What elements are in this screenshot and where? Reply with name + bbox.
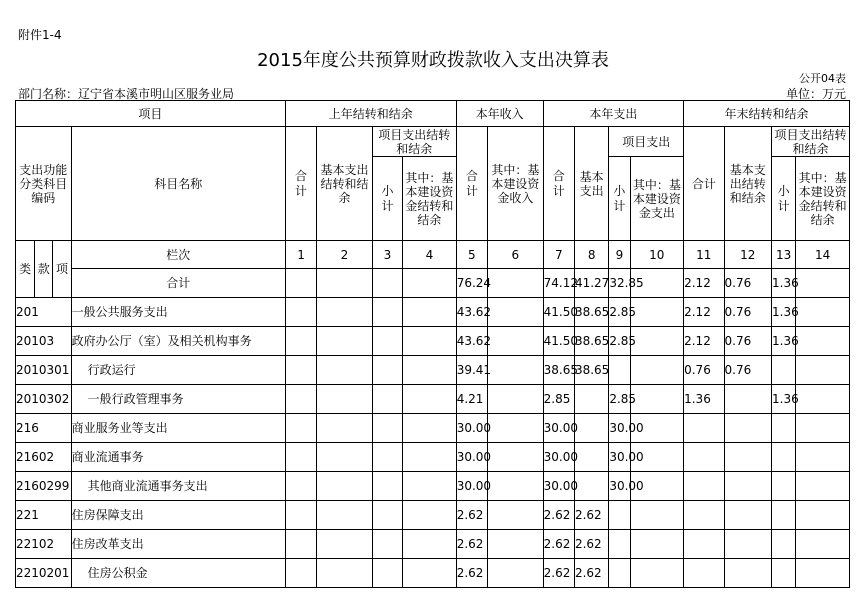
header-xiang: 项 xyxy=(53,241,71,298)
row-value xyxy=(317,385,373,414)
row-value: 2.62 xyxy=(574,559,608,588)
header-prev-capital: 其中：基本建设资金结转和结余 xyxy=(403,157,457,241)
header-year-expense: 本年支出 xyxy=(543,101,683,127)
row-value xyxy=(317,559,373,588)
row-value xyxy=(796,559,850,588)
row-code: 221 xyxy=(16,501,72,530)
row-value xyxy=(724,530,772,559)
header-project: 项目 xyxy=(16,101,286,127)
column-number: 5 xyxy=(456,241,487,269)
row-value: 30.00 xyxy=(456,414,487,443)
row-value xyxy=(772,443,796,472)
row-value xyxy=(372,501,402,530)
header-prev-total: 合计 xyxy=(285,127,316,241)
row-value: 2.62 xyxy=(456,559,487,588)
row-value xyxy=(372,356,402,385)
column-number: 11 xyxy=(684,241,724,269)
row-value xyxy=(403,530,457,559)
row-value xyxy=(285,472,316,501)
row-value: 30.00 xyxy=(543,443,574,472)
row-value xyxy=(372,472,402,501)
column-number: 4 xyxy=(403,241,457,269)
budget-table xyxy=(15,100,850,588)
row-value: 30.00 xyxy=(609,443,630,472)
table-row xyxy=(16,298,850,327)
row-value xyxy=(488,530,544,559)
header-end-total: 合计 xyxy=(684,127,724,241)
row-value xyxy=(285,559,316,588)
header-expense-basic: 基本支出 xyxy=(574,127,608,241)
column-number: 2 xyxy=(317,241,373,269)
header-prev-project-sub: 小计 xyxy=(372,157,402,241)
total-value xyxy=(372,269,402,298)
column-number: 7 xyxy=(543,241,574,269)
row-value: 43.62 xyxy=(456,298,487,327)
form-code: 公开04表 xyxy=(799,72,846,85)
total-value: 41.27 xyxy=(574,269,608,298)
header-income-total: 合计 xyxy=(456,127,487,241)
total-value xyxy=(317,269,373,298)
row-value xyxy=(724,414,772,443)
row-value xyxy=(317,356,373,385)
row-value: 2.85 xyxy=(609,385,630,414)
table-row xyxy=(16,559,850,588)
row-value xyxy=(772,472,796,501)
row-value xyxy=(796,298,850,327)
table-row xyxy=(16,327,850,356)
row-value xyxy=(574,385,608,414)
column-number-label: 栏次 xyxy=(71,241,285,269)
row-value xyxy=(488,356,544,385)
row-value: 43.62 xyxy=(456,327,487,356)
header-lei: 类 xyxy=(16,241,35,298)
row-subject-name: 住房公积金 xyxy=(71,559,285,588)
table-row xyxy=(16,414,850,443)
table-row xyxy=(16,501,850,530)
row-value: 38.65 xyxy=(574,327,608,356)
row-code: 2210201 xyxy=(16,559,72,588)
row-value xyxy=(372,414,402,443)
department-name: 部门名称：辽宁省本溪市明山区服务业局 xyxy=(18,87,235,101)
row-value xyxy=(796,530,850,559)
total-label: 合计 xyxy=(71,269,285,298)
row-value xyxy=(372,298,402,327)
header-year-end-carryover: 年末结转和结余 xyxy=(684,101,850,127)
row-code: 20103 xyxy=(16,327,72,356)
row-value xyxy=(796,443,850,472)
row-value xyxy=(630,298,684,327)
row-value xyxy=(684,559,724,588)
row-code: 216 xyxy=(16,414,72,443)
row-value xyxy=(372,385,402,414)
row-value: 2.12 xyxy=(684,327,724,356)
row-value: 30.00 xyxy=(456,443,487,472)
row-value: 4.21 xyxy=(456,385,487,414)
row-value xyxy=(285,530,316,559)
table-row xyxy=(16,530,850,559)
row-subject-name: 行政运行 xyxy=(71,356,285,385)
header-expense-capital: 其中：基本建设资金支出 xyxy=(630,157,684,241)
unit-label: 单位：万元 xyxy=(785,87,846,101)
header-func-code: 支出功能分类科目编码 xyxy=(16,127,72,241)
row-value xyxy=(609,356,630,385)
row-subject-name: 商业服务业等支出 xyxy=(71,414,285,443)
row-value xyxy=(796,356,850,385)
row-value xyxy=(684,530,724,559)
header-end-basic: 基本支出结转和结余 xyxy=(724,127,772,241)
row-value xyxy=(724,472,772,501)
row-value: 2.62 xyxy=(543,501,574,530)
column-number: 1 xyxy=(285,241,316,269)
row-subject-name: 住房改革支出 xyxy=(71,530,285,559)
row-value: 2.62 xyxy=(456,530,487,559)
row-value xyxy=(796,414,850,443)
row-value xyxy=(772,530,796,559)
total-value xyxy=(488,269,544,298)
row-value: 0.76 xyxy=(724,356,772,385)
row-value: 2.12 xyxy=(684,298,724,327)
row-code: 21602 xyxy=(16,443,72,472)
column-number: 8 xyxy=(574,241,608,269)
row-value xyxy=(317,298,373,327)
row-value xyxy=(317,472,373,501)
row-value xyxy=(609,559,630,588)
column-number: 6 xyxy=(488,241,544,269)
table-row xyxy=(16,356,850,385)
column-number: 10 xyxy=(630,241,684,269)
row-value xyxy=(403,385,457,414)
row-value xyxy=(772,501,796,530)
row-value xyxy=(630,385,684,414)
row-value xyxy=(285,356,316,385)
total-value: 0.76 xyxy=(724,269,772,298)
row-value: 1.36 xyxy=(772,385,796,414)
header-prev-project: 项目支出结转和结余 xyxy=(372,127,456,157)
row-value xyxy=(317,501,373,530)
row-value xyxy=(684,414,724,443)
row-value: 2.62 xyxy=(456,501,487,530)
row-value xyxy=(403,414,457,443)
column-number: 3 xyxy=(372,241,402,269)
row-subject-name: 住房保障支出 xyxy=(71,501,285,530)
row-value: 30.00 xyxy=(456,472,487,501)
row-value xyxy=(684,443,724,472)
total-value: 32.85 xyxy=(609,269,630,298)
row-code: 2010302 xyxy=(16,385,72,414)
row-value xyxy=(724,559,772,588)
header-end-project: 项目支出结转和结余 xyxy=(772,127,850,157)
row-subject-name: 政府办公厅（室）及相关机构事务 xyxy=(71,327,285,356)
row-value xyxy=(488,559,544,588)
row-value: 1.36 xyxy=(772,298,796,327)
row-code: 22102 xyxy=(16,530,72,559)
row-code: 201 xyxy=(16,298,72,327)
row-value xyxy=(609,530,630,559)
row-value xyxy=(372,443,402,472)
row-value xyxy=(403,356,457,385)
row-value xyxy=(403,443,457,472)
total-value xyxy=(403,269,457,298)
header-prev-basic: 基本支出结转和结余 xyxy=(317,127,373,241)
row-value: 30.00 xyxy=(609,414,630,443)
row-value xyxy=(317,530,373,559)
row-value xyxy=(609,501,630,530)
row-value: 2.62 xyxy=(543,530,574,559)
row-value: 30.00 xyxy=(609,472,630,501)
row-value xyxy=(684,501,724,530)
header-prev-carryover: 上年结转和结余 xyxy=(285,101,456,127)
row-code: 2160299 xyxy=(16,472,72,501)
row-value xyxy=(724,501,772,530)
row-subject-name: 商业流通事务 xyxy=(71,443,285,472)
row-value: 2.62 xyxy=(543,559,574,588)
row-value: 0.76 xyxy=(724,327,772,356)
row-value xyxy=(724,443,772,472)
row-value xyxy=(630,356,684,385)
total-value: 2.12 xyxy=(684,269,724,298)
column-number: 12 xyxy=(724,241,772,269)
row-value: 38.65 xyxy=(574,298,608,327)
header-expense-project-sub: 小计 xyxy=(609,157,630,241)
row-value xyxy=(772,559,796,588)
table-row xyxy=(16,472,850,501)
column-number: 13 xyxy=(772,241,796,269)
row-value xyxy=(574,414,608,443)
header-income-capital: 其中：基本建设资金收入 xyxy=(488,127,544,241)
total-value: 74.12 xyxy=(543,269,574,298)
row-value xyxy=(488,501,544,530)
total-value xyxy=(285,269,316,298)
table-row xyxy=(16,443,850,472)
row-value xyxy=(684,472,724,501)
column-number: 9 xyxy=(609,241,630,269)
row-value xyxy=(630,530,684,559)
row-value xyxy=(488,385,544,414)
row-value: 38.65 xyxy=(543,356,574,385)
row-value xyxy=(372,530,402,559)
row-value xyxy=(724,385,772,414)
row-value xyxy=(317,414,373,443)
row-value xyxy=(772,356,796,385)
row-value xyxy=(403,472,457,501)
row-value xyxy=(488,298,544,327)
header-kuan: 款 xyxy=(35,241,53,298)
row-value xyxy=(372,327,402,356)
row-value: 0.76 xyxy=(684,356,724,385)
row-value xyxy=(796,501,850,530)
row-value xyxy=(317,327,373,356)
row-value xyxy=(372,559,402,588)
row-value: 2.85 xyxy=(543,385,574,414)
header-year-income: 本年收入 xyxy=(456,101,543,127)
header-end-project-sub: 小计 xyxy=(772,157,796,241)
row-value xyxy=(285,501,316,530)
row-value: 1.36 xyxy=(684,385,724,414)
row-value xyxy=(630,559,684,588)
row-value xyxy=(285,443,316,472)
total-value: 1.36 xyxy=(772,269,796,298)
row-subject-name: 其他商业流通事务支出 xyxy=(71,472,285,501)
row-value xyxy=(630,501,684,530)
column-number: 14 xyxy=(796,241,850,269)
row-value xyxy=(488,414,544,443)
row-value: 2.85 xyxy=(609,327,630,356)
row-value xyxy=(488,472,544,501)
row-value xyxy=(574,472,608,501)
row-value: 41.50 xyxy=(543,327,574,356)
row-subject-name: 一般行政管理事务 xyxy=(71,385,285,414)
total-value: 76.24 xyxy=(456,269,487,298)
row-value xyxy=(403,298,457,327)
row-value: 38.65 xyxy=(574,356,608,385)
header-end-capital: 其中：基本建设资金结转和结余 xyxy=(796,157,850,241)
table-row xyxy=(16,385,850,414)
row-value: 41.50 xyxy=(543,298,574,327)
row-value xyxy=(285,327,316,356)
row-value xyxy=(574,443,608,472)
row-value xyxy=(317,443,373,472)
header-subject-name: 科目名称 xyxy=(71,127,285,241)
row-value: 39.41 xyxy=(456,356,487,385)
row-subject-name: 一般公共服务支出 xyxy=(71,298,285,327)
row-value: 2.62 xyxy=(574,530,608,559)
total-value xyxy=(796,269,850,298)
report-title: 2015年度公共预算财政拨款收入支出决算表 xyxy=(257,50,609,71)
row-value xyxy=(630,327,684,356)
header-expense-total: 合计 xyxy=(543,127,574,241)
row-value xyxy=(796,472,850,501)
row-value: 1.36 xyxy=(772,327,796,356)
row-value: 30.00 xyxy=(543,472,574,501)
row-value xyxy=(285,414,316,443)
row-value xyxy=(796,327,850,356)
attachment-label: 附件1-4 xyxy=(18,28,62,42)
row-value xyxy=(403,327,457,356)
row-code: 2010301 xyxy=(16,356,72,385)
header-expense-project: 项目支出 xyxy=(609,127,684,157)
row-value: 30.00 xyxy=(543,414,574,443)
row-value xyxy=(403,559,457,588)
row-value xyxy=(772,414,796,443)
row-value: 0.76 xyxy=(724,298,772,327)
row-value: 2.85 xyxy=(609,298,630,327)
row-value: 2.62 xyxy=(574,501,608,530)
row-value xyxy=(285,298,316,327)
row-value xyxy=(488,327,544,356)
row-value xyxy=(285,385,316,414)
row-value xyxy=(796,385,850,414)
row-value xyxy=(488,443,544,472)
row-value xyxy=(403,501,457,530)
